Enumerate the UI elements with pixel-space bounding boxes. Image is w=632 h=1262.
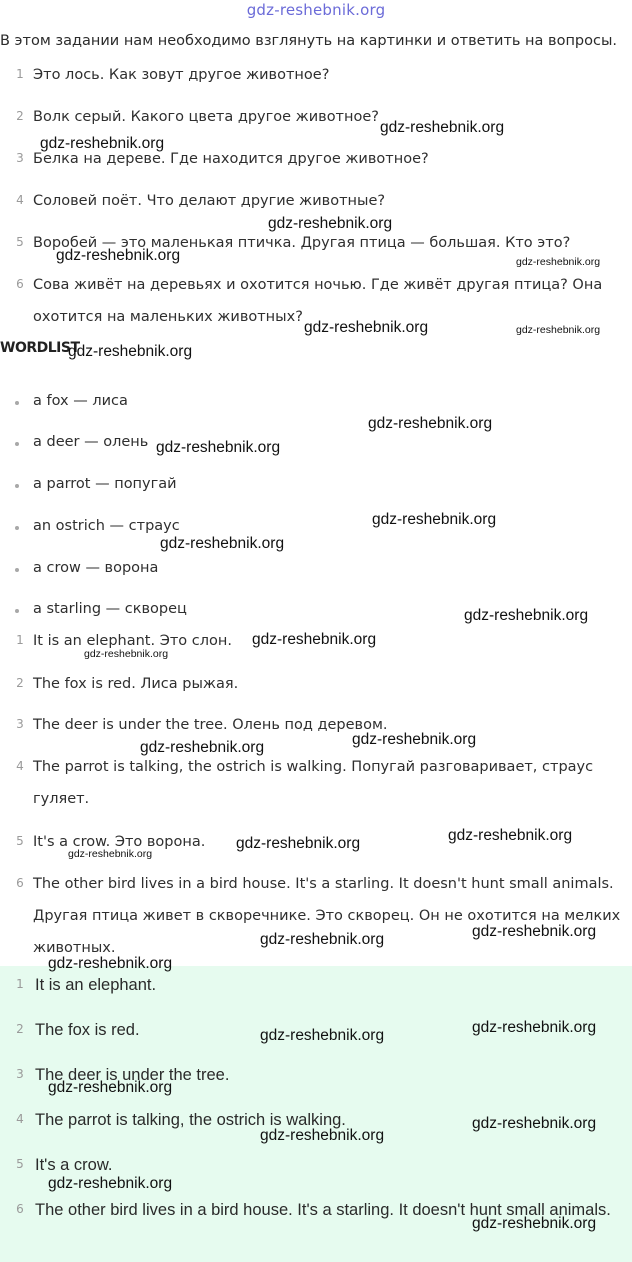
watermark-text: gdz-reshebnik.org [472,1215,597,1232]
site-logo[interactable]: gdz-reshebnik.org [246,1,386,19]
question-text: Это лось. Как зовут другое животное? [33,67,330,83]
watermark-text: gdz-reshebnik.org [516,324,601,336]
watermark-text: gdz-reshebnik.org [260,931,385,948]
item-number: 6 [16,876,24,890]
watermark-text: gdz-reshebnik.org [448,827,573,844]
item-number: 2 [16,109,24,123]
wordlist-text: a parrot — попугай [33,476,177,492]
wordlist-text: a starling — скворец [33,601,187,617]
panel-answer-text: The deer is under the tree. [35,1066,230,1084]
item-number: 6 [16,277,24,291]
panel-answer-text: The fox is red. [35,1021,140,1039]
item-number: 3 [16,717,24,731]
answer-text: The other bird lives in a bird house. It's a starling. It doesn't hunt small animals. Другая птица живет в скворечнике. Это скворец. Он не охотится на мелких животных. [33,876,621,956]
watermark-text: gdz-reshebnik.org [472,1019,597,1036]
watermark-text: gdz-reshebnik.org [68,848,153,860]
bullet-icon [15,401,19,405]
watermark-text: gdz-reshebnik.org [368,415,493,432]
bullet-icon [15,609,19,613]
item-number: 1 [16,67,24,81]
item-number: 4 [16,193,24,207]
watermark-text: gdz-reshebnik.org [84,648,169,660]
item-number: 4 [16,1112,24,1126]
bullet-icon [15,442,19,446]
question-text: Соловей поёт. Что делают другие животные? [33,193,386,209]
watermark-text: gdz-reshebnik.org [236,835,361,852]
wordlist-text: a deer — олень [33,434,149,450]
item-number: 5 [16,235,24,249]
item-number: 5 [16,834,24,848]
wordlist-text: a fox — лиса [33,393,128,409]
watermark-text: gdz-reshebnik.org [160,535,285,552]
panel-answer-text: It's a crow. [35,1156,113,1174]
watermark-text: gdz-reshebnik.org [516,256,601,268]
watermark-text: gdz-reshebnik.org [352,731,477,748]
watermark-text: gdz-reshebnik.org [156,439,281,456]
panel-answer-text: The parrot is talking, the ostrich is walking. [35,1111,346,1129]
watermark-text: gdz-reshebnik.org [464,607,589,624]
item-number: 1 [16,977,24,991]
watermark-text: gdz-reshebnik.org [268,215,393,232]
answer-text: It's a crow. Это ворона. [33,834,206,850]
watermark-text: gdz-reshebnik.org [260,1027,385,1044]
item-number: 5 [16,1157,24,1171]
item-number: 1 [16,633,24,647]
watermark-text: gdz-reshebnik.org [252,631,377,648]
watermark-text: gdz-reshebnik.org [380,119,505,136]
bullet-icon [15,484,19,488]
item-number: 3 [16,151,24,165]
answer-text: It is an elephant. Это слон. [33,633,232,649]
watermark-text: gdz-reshebnik.org [372,511,497,528]
panel-answer-text: It is an elephant. [35,976,157,994]
item-number: 4 [16,759,24,773]
item-number: 6 [16,1202,24,1216]
watermark-text: gdz-reshebnik.org [260,1127,385,1144]
wordlist-text: an ostrich — страус [33,518,180,534]
watermark-text: gdz-reshebnik.org [56,247,181,264]
answer-text: The fox is red. Лиса рыжая. [33,676,239,692]
question-text: Волк серый. Какого цвета другое животное? [33,109,379,125]
watermark-text: gdz-reshebnik.org [304,319,429,336]
watermark-text: gdz-reshebnik.org [472,1115,597,1132]
item-number: 2 [16,676,24,690]
watermark-text: gdz-reshebnik.org [48,1079,173,1096]
question-text: Белка на дереве. Где находится другое животное? [33,151,429,167]
intro-text: В этом задании нам необходимо взглянуть на картинки и ответить на вопросы. [0,33,618,49]
wordlist-title: WORDLIST [0,340,80,356]
watermark-text: gdz-reshebnik.org [48,955,173,972]
wordlist-text: a crow — ворона [33,560,159,576]
answer-text: The parrot is talking, the ostrich is walking. Попугай разговаривает, страус гуляет. [33,759,594,807]
watermark-text: gdz-reshebnik.org [40,135,165,152]
question-text: Сова живёт на деревьях и охотится ночью. Где живёт другая птица? Она охотится на маленьких животных? [33,277,603,325]
bullet-icon [15,526,19,530]
item-number: 2 [16,1022,24,1036]
watermark-text: gdz-reshebnik.org [472,923,597,940]
answer-text: The deer is under the tree. Олень под деревом. [33,717,388,733]
watermark-text: gdz-reshebnik.org [140,739,265,756]
item-number: 3 [16,1067,24,1081]
question-text: Воробей — это маленькая птичка. Другая птица — большая. Кто это? [33,235,571,251]
bullet-icon [15,568,19,572]
watermark-text: gdz-reshebnik.org [68,343,193,360]
watermark-text: gdz-reshebnik.org [48,1175,173,1192]
panel-answer-text: The other bird lives in a bird house. It's a starling. It doesn't hunt small animals. [35,1201,611,1219]
